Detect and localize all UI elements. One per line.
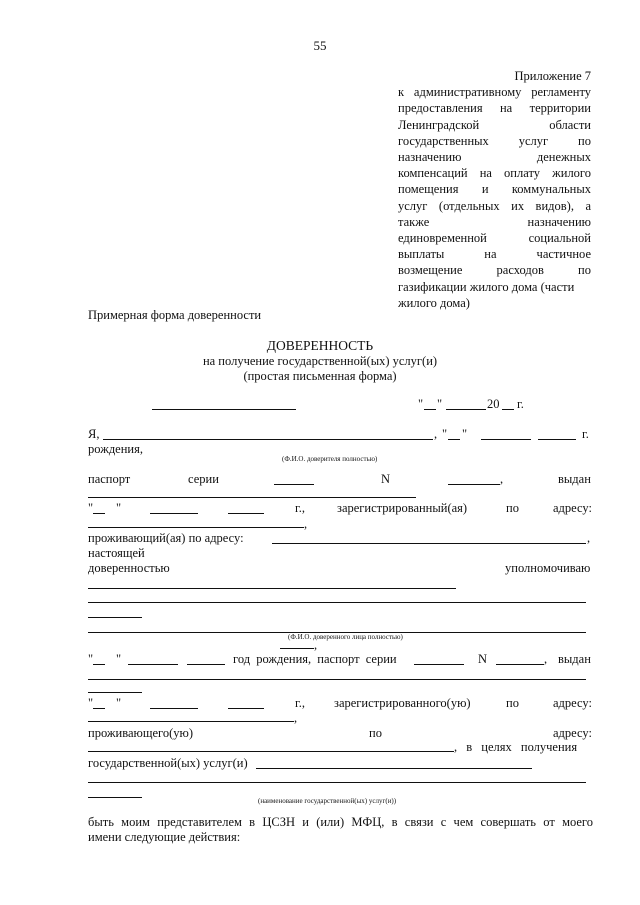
date-year-field[interactable]	[502, 409, 514, 410]
passport-number-comma: ,	[500, 472, 504, 486]
appendix-line: возмещение расходов по	[398, 263, 591, 278]
agent-name-comma: ,	[314, 638, 318, 652]
appendix-line: выплаты на частичное	[398, 247, 591, 262]
birth-close-quote: "	[462, 427, 468, 441]
registered-address-field[interactable]	[88, 527, 304, 528]
passport-number-label: N	[381, 472, 391, 486]
agent-passport-number-field[interactable]	[496, 664, 544, 665]
issue-day-field[interactable]	[93, 513, 105, 514]
appendix-line: жилого дома)	[398, 295, 470, 310]
agent-residing-label: проживающего(ую)	[88, 726, 193, 740]
agent-residing-address-label: адресу:	[553, 726, 592, 740]
appendix-block	[398, 68, 591, 311]
agent-issued-label: выдан	[558, 652, 591, 666]
birth-label: рождения,	[88, 442, 143, 456]
agent-registered-po: по	[506, 696, 519, 710]
date-year-prefix: 20	[487, 397, 500, 411]
appendix-line: государственных услуг по	[398, 133, 591, 148]
place-field[interactable]	[152, 409, 296, 410]
agent-issue-month-field[interactable]	[150, 708, 198, 709]
agent-issued-by-field-2[interactable]	[88, 692, 142, 693]
agent-birth-year-field[interactable]	[187, 664, 225, 665]
passport-label: паспорт	[88, 472, 131, 486]
closing-line-2: имени следующие действия:	[88, 830, 241, 844]
agent-registered-address-comma: ,	[294, 711, 298, 725]
agent-name-field-2[interactable]	[88, 602, 586, 603]
registered-address-comma: ,	[304, 517, 308, 531]
issue-close-quote: "	[116, 501, 122, 515]
appendix-line: услуг (отдельных их видов), а	[398, 198, 591, 213]
form-label: Примерная форма доверенности	[88, 308, 262, 322]
document-title: ДОВЕРЕННОСТЬ	[266, 338, 374, 353]
appendix-line: газификации жилого дома (части	[398, 279, 575, 294]
agent-birth-passport-label: год рождения, паспорт серии	[233, 652, 397, 666]
agent-purpose-label: , в целях получения	[454, 740, 578, 754]
date-month-field[interactable]	[446, 409, 486, 410]
agent-issue-open-quote: "	[88, 696, 94, 710]
agent-issue-year-suffix: г.,	[295, 696, 305, 710]
agent-issued-by-field[interactable]	[88, 679, 586, 680]
agent-name-hint: (Ф.И.О. доверенного лица полностью)	[288, 633, 403, 641]
appendix-line: помещения и коммунальных	[398, 182, 591, 197]
date-close-quote: "	[437, 397, 443, 411]
registered-po: по	[506, 501, 519, 515]
page-number: 55	[313, 38, 327, 53]
agent-residing-address-field[interactable]	[88, 751, 454, 752]
residing-label: проживающий(ая) по адресу:	[88, 531, 244, 545]
principal-name-field[interactable]	[103, 439, 433, 440]
services-field-3[interactable]	[88, 797, 142, 798]
date-year-suffix: г.	[517, 397, 524, 411]
birth-year-field[interactable]	[538, 439, 576, 440]
birth-month-field[interactable]	[481, 439, 531, 440]
birth-open-quote: "	[442, 427, 448, 441]
appendix-line: также назначению	[398, 214, 591, 229]
document-form-type: (простая письменная форма)	[243, 369, 397, 383]
agent-registered-label: зарегистрированного(ую)	[334, 696, 471, 710]
present-label: настоящей	[88, 546, 145, 560]
issued-label: выдан	[558, 472, 591, 486]
passport-number-field[interactable]	[448, 484, 500, 485]
series-label: серии	[188, 472, 219, 486]
registered-address-label: адресу:	[553, 501, 592, 515]
services-hint: (наименование государственной(ых) услуг(и))	[258, 797, 397, 805]
appendix-line: назначению денежных	[398, 150, 591, 165]
agent-issue-close-quote: "	[116, 696, 122, 710]
date-day-field[interactable]	[424, 409, 436, 410]
principal-name-hint: (Ф.И.О. доверителя полностью)	[282, 455, 378, 463]
agent-passport-comma: ,	[544, 652, 548, 666]
services-field-1[interactable]	[256, 768, 532, 769]
document-subtitle: на получение государственной(ых) услуг(и)	[202, 354, 438, 368]
passport-series-field[interactable]	[274, 484, 314, 485]
agent-birth-month-field[interactable]	[128, 664, 178, 665]
agent-issue-day-field[interactable]	[93, 708, 105, 709]
agent-birth-day-field[interactable]	[93, 664, 105, 665]
appendix-title: Приложение 7	[514, 69, 591, 83]
issue-year-suffix: г.,	[295, 501, 305, 515]
agent-birth-open-quote: "	[88, 652, 94, 666]
agent-registered-address-label: адресу:	[553, 696, 592, 710]
principal-comma: ,	[434, 427, 438, 441]
agent-name-field-1[interactable]	[88, 588, 456, 589]
date-open-quote: "	[418, 397, 424, 411]
agent-issue-year-field[interactable]	[228, 708, 264, 709]
appendix-line: единовременной социальной	[398, 231, 591, 246]
services-label: государственной(ых) услуг(и)	[88, 756, 248, 770]
by-power-label: доверенностью	[88, 561, 170, 575]
issued-by-field[interactable]	[88, 497, 416, 498]
appendix-line: предоставления на территории	[398, 101, 591, 116]
issue-month-field[interactable]	[150, 513, 198, 514]
agent-passport-series-field[interactable]	[414, 664, 464, 665]
agent-passport-number-label: N	[478, 652, 488, 666]
agent-name-field-3[interactable]	[88, 617, 142, 618]
residing-address-comma: ,	[587, 531, 591, 545]
agent-registered-address-field[interactable]	[88, 721, 294, 722]
authorize-label: уполномочиваю	[505, 561, 591, 575]
services-field-2[interactable]	[88, 782, 586, 783]
closing-line-1: быть моим представителем в ЦСЗН и (или) МФЦ, в связи с чем совершать от моего	[88, 815, 593, 829]
appendix-line: к административному регламенту	[398, 85, 591, 100]
agent-name-field-5[interactable]	[280, 648, 314, 649]
issue-open-quote: "	[88, 501, 94, 515]
agent-residing-po: по	[369, 726, 382, 740]
appendix-line: компенсаций на оплату жилого	[398, 166, 591, 181]
residing-address-field[interactable]	[272, 543, 586, 544]
registered-label: зарегистрированный(ая)	[337, 501, 468, 515]
agent-birth-close-quote: "	[116, 652, 122, 666]
issue-year-field[interactable]	[228, 513, 264, 514]
principal-ya: Я,	[88, 427, 100, 441]
birth-day-field[interactable]	[448, 439, 460, 440]
birth-year-suffix: г.	[582, 427, 589, 441]
appendix-line: Ленинградской области	[398, 117, 591, 132]
